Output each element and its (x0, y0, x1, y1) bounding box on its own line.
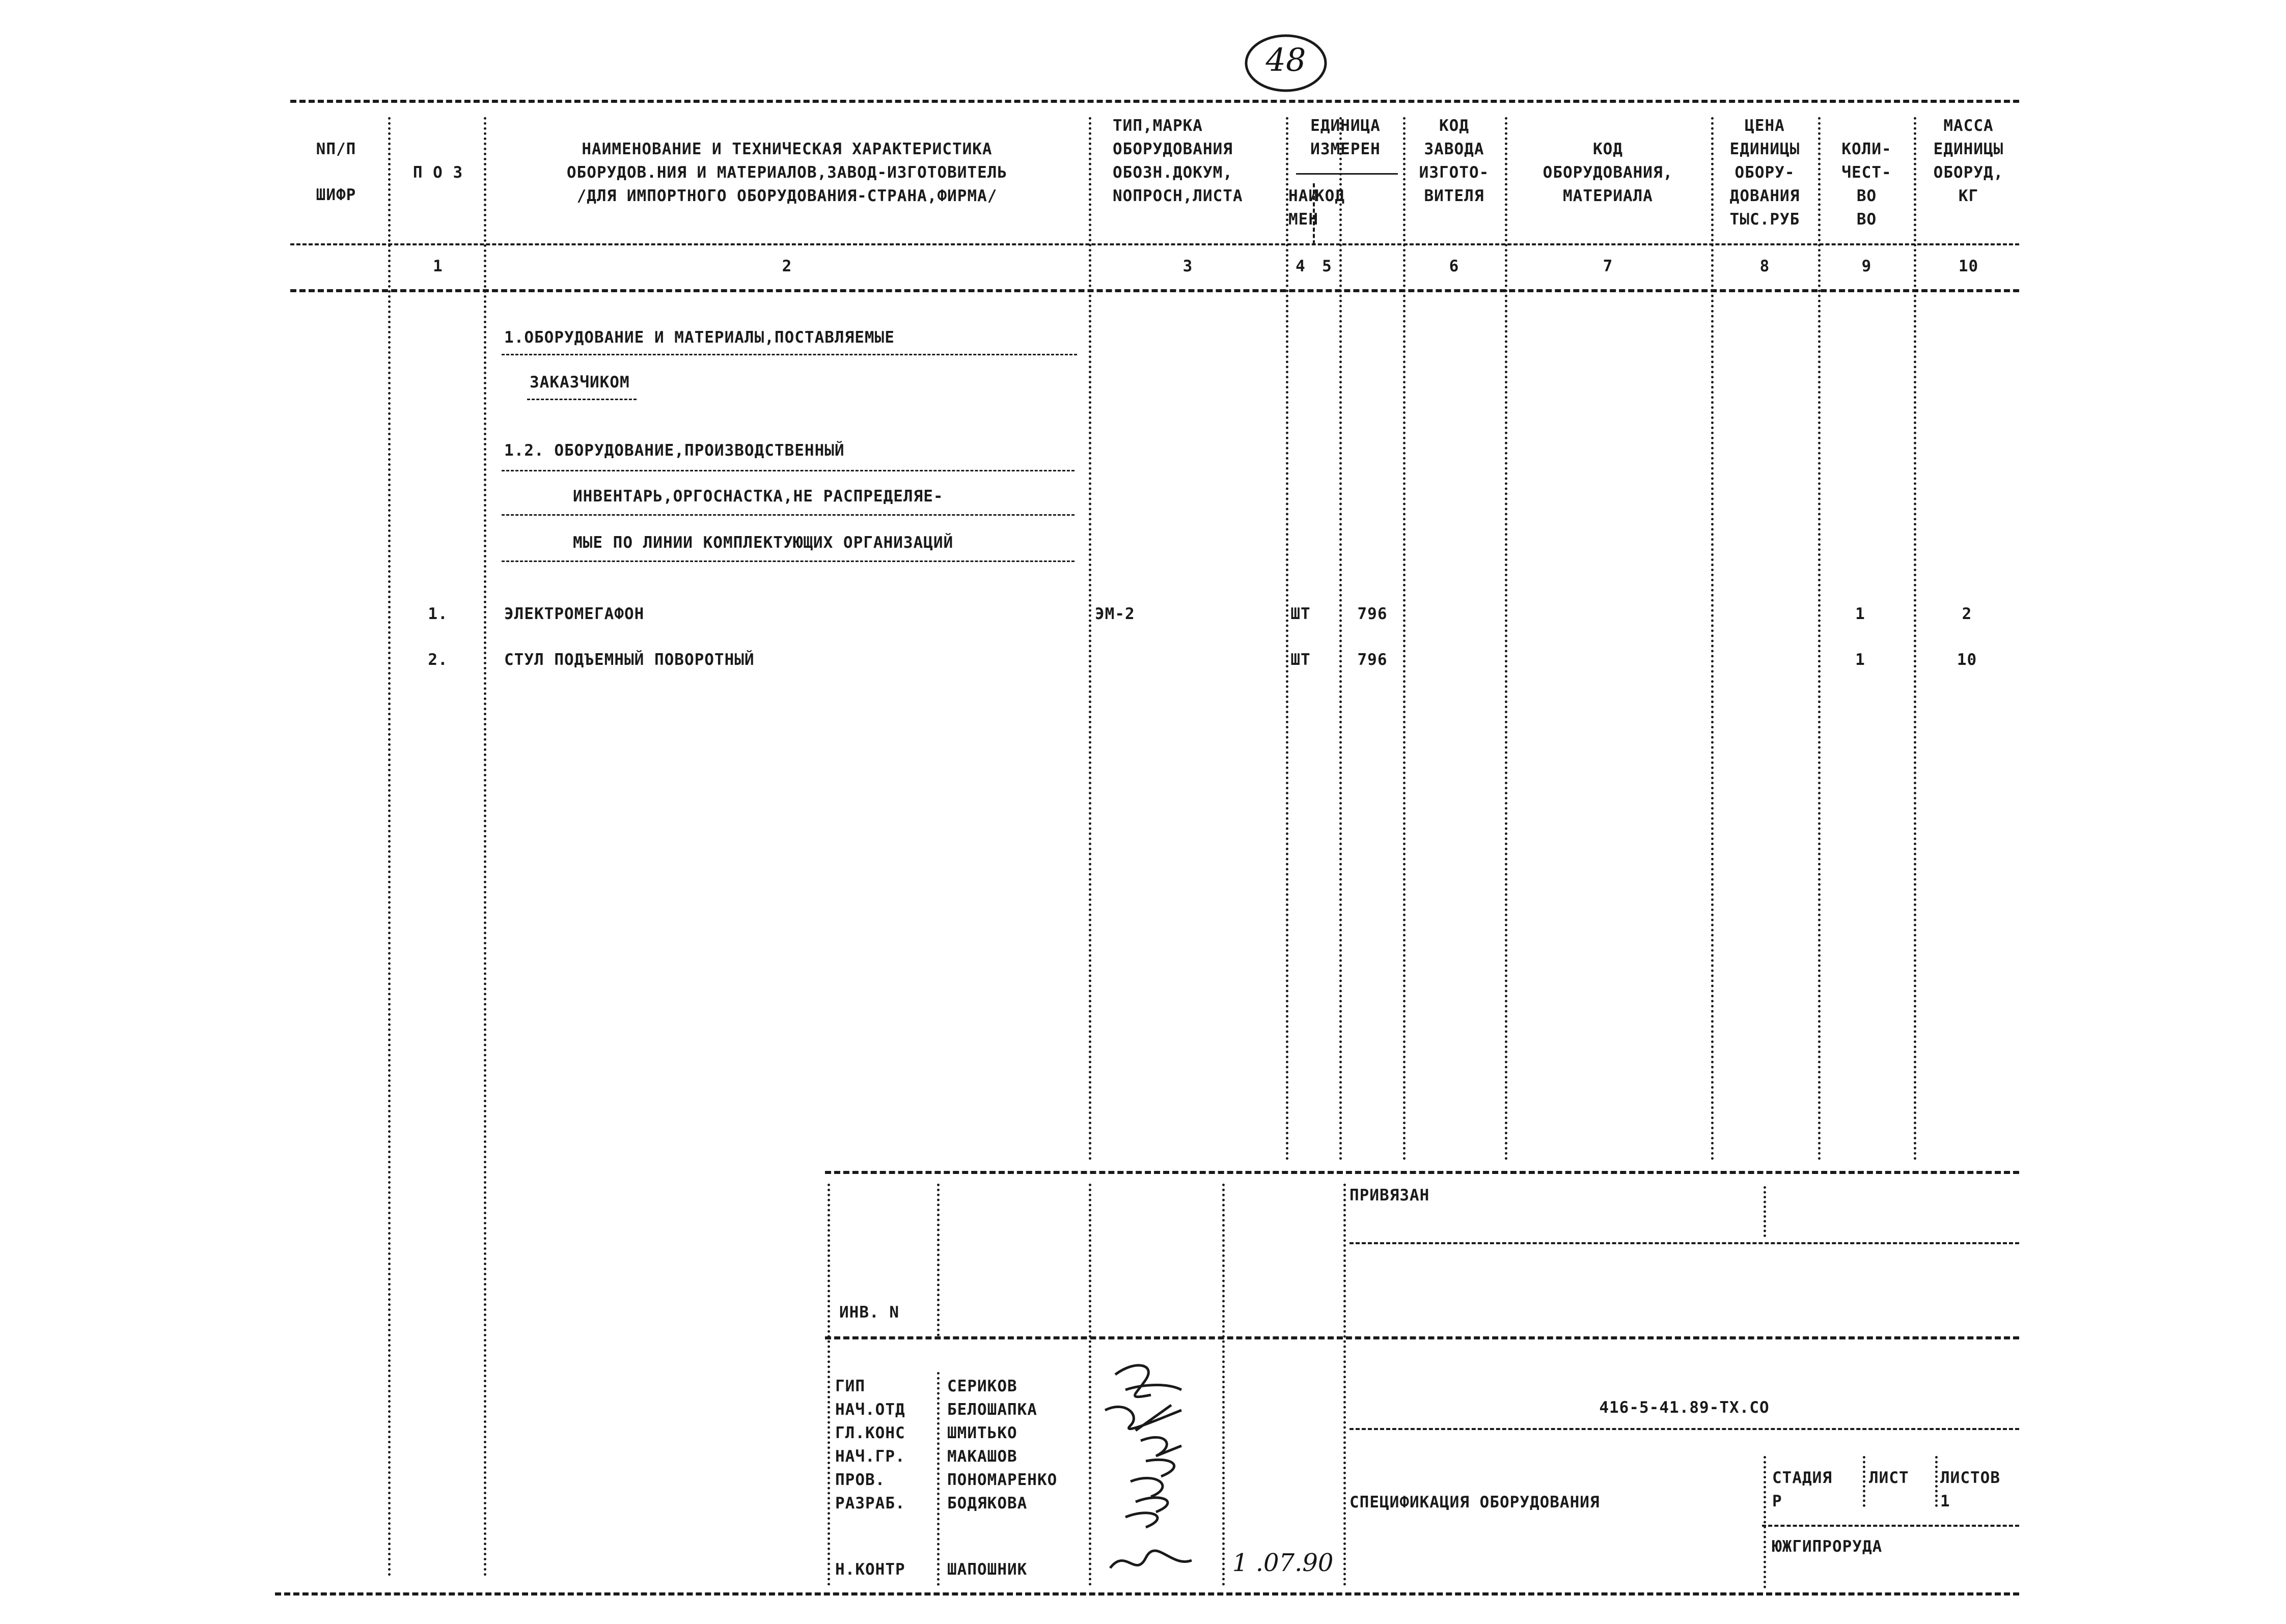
col-num-1: 1 (433, 257, 443, 275)
hdr-factory-2: ЗАВОДА (1424, 140, 1484, 158)
page-bottom-rule (275, 1592, 2019, 1595)
stamp-name-5: ПОНОМАРЕНКО (947, 1471, 1058, 1489)
hdr-npp-2: ШИФР (316, 186, 356, 204)
col-num-2: 2 (782, 257, 792, 275)
stamp-name-3: ШМИТЬКО (947, 1424, 1017, 1442)
hdr-mass-4: КГ (1958, 187, 1979, 205)
hdr-unit-1: ЕДИНИЦА (1310, 117, 1381, 135)
row-2-unit: ШТ (1290, 651, 1311, 669)
stamp-v-2b (937, 1372, 940, 1586)
header-bottom-rule (290, 289, 2019, 292)
col-num-4: 4 (1296, 257, 1306, 275)
hdr-unit-2: ИЗМЕРЕН (1310, 140, 1381, 158)
row-1-unit: ШТ (1290, 605, 1311, 623)
stamp-privyazan: ПРИВЯЗАН (1349, 1186, 1430, 1205)
stamp-name-1: СЕРИКОВ (947, 1377, 1017, 1395)
signatures-image (1095, 1354, 1217, 1588)
stamp-doc-title: СПЕЦИФИКАЦИЯ ОБОРУДОВАНИЯ (1349, 1493, 1600, 1511)
col-num-7: 7 (1603, 257, 1613, 275)
section-1-line-2: ЗАКАЗЧИКОМ (530, 373, 630, 391)
stamp-v-6 (1764, 1186, 1766, 1237)
hdr-npp-1: NП/П (316, 140, 356, 158)
stamp-role-3: ГЛ.КОНС (835, 1424, 905, 1442)
header-mid-rule (290, 243, 2019, 245)
stamp-v-3 (1089, 1184, 1091, 1586)
row-2-pos: 2. (428, 651, 448, 669)
hdr-price-5: ТЫС.РУБ (1729, 210, 1800, 229)
stamp-v-5 (1343, 1184, 1346, 1586)
stamp-role-1: ГИП (835, 1377, 865, 1395)
stamp-name-2: БЕЛОШАПКА (947, 1401, 1037, 1419)
section-12-underline-1 (502, 470, 1075, 471)
hdr-name-1: НАИМЕНОВАНИЕ И ТЕХНИЧЕСКАЯ ХАРАКТЕРИСТИКА (582, 140, 993, 158)
stamp-v-2 (937, 1184, 940, 1336)
row-2-name: СТУЛ ПОДЪЕМНЫЙ ПОВОРОТНЫЙ (504, 651, 755, 669)
section-1-underline-2 (527, 399, 637, 400)
hdr-unit-name-2: МЕН (1288, 210, 1318, 229)
stamp-top-rule (825, 1171, 2019, 1174)
hdr-type-1: ТИП,МАРКА (1113, 117, 1203, 135)
row-1-name: ЭЛЕКТРОМЕГАФОН (504, 605, 645, 623)
row-2-code: 796 (1357, 651, 1388, 669)
hdr-equip-1: КОД (1593, 140, 1623, 158)
section-12-line-1: 1.2. ОБОРУДОВАНИЕ,ПРОИЗВОДСТВЕННЫЙ (504, 441, 845, 460)
hdr-factory-3: ИЗГОТО- (1419, 163, 1490, 182)
stamp-v-7 (1764, 1456, 1766, 1588)
col-sep-3 (1089, 117, 1091, 1161)
section-12-underline-3 (502, 561, 1075, 562)
row-1-code: 796 (1357, 605, 1388, 623)
stamp-role-5: ПРОВ. (835, 1471, 886, 1489)
hdr-type-2: ОБОРУДОВАНИЯ (1113, 140, 1233, 158)
hdr-mass-3: ОБОРУД, (1933, 163, 2004, 182)
hdr-unit-name-1: НАИ (1288, 187, 1318, 205)
hdr-type-4: NОПРОСН,ЛИСТА (1113, 187, 1243, 205)
hdr-qty-2: ЧЕСТ- (1841, 163, 1892, 182)
hdr-factory-4: ВИТЕЛЯ (1424, 187, 1484, 205)
hdr-mass-2: ЕДИНИЦЫ (1933, 140, 2004, 158)
stamp-v-1 (828, 1184, 830, 1586)
col-sep-2 (484, 117, 486, 1577)
section-12-line-3: МЫЕ ПО ЛИНИИ КОМПЛЕКТУЮЩИХ ОРГАНИЗАЦИЙ (573, 534, 954, 552)
stamp-role-4: НАЧ.ГР. (835, 1447, 905, 1466)
col-num-3: 3 (1182, 257, 1193, 275)
stamp-listov-label: ЛИСТОВ (1940, 1469, 2000, 1487)
row-1-type: ЭМ-2 (1095, 605, 1135, 623)
stamp-org: ЮЖГИПРОРУДА (1772, 1537, 1883, 1556)
stamp-inv-label: ИНВ. N (839, 1303, 899, 1322)
hdr-unit-code: КОД (1315, 187, 1345, 205)
stamp-code-rule (1349, 1428, 2019, 1430)
stamp-name-4: МАКАШОВ (947, 1447, 1017, 1466)
row-1-pos: 1. (428, 605, 448, 623)
row-2-mass: 10 (1957, 651, 1977, 669)
row-1-qty: 1 (1855, 605, 1865, 623)
hdr-factory-1: КОД (1439, 117, 1469, 135)
stamp-date: 1 .07.90 (1232, 1549, 1334, 1577)
stamp-mid-rule (825, 1336, 2019, 1339)
header-top-rule (290, 100, 2019, 103)
stamp-doc-code: 416-5-41.89-ТХ.СО (1599, 1398, 1770, 1417)
col-num-5: 5 (1322, 257, 1332, 275)
hdr-equip-2: ОБОРУДОВАНИЯ, (1543, 163, 1673, 182)
stamp-name-6: БОДЯКОВА (947, 1494, 1028, 1513)
stamp-org-rule (1762, 1525, 2019, 1527)
hdr-pos: П О З (412, 163, 463, 182)
col-sep-1 (388, 117, 391, 1577)
hdr-price-2: ЕДИНИЦЫ (1729, 140, 1800, 158)
section-12-line-2: ИНВЕНТАРЬ,ОРГОСНАСТКА,НЕ РАСПРЕДЕЛЯЕ- (573, 487, 944, 506)
hdr-name-2: ОБОРУДОВ.НИЯ И МАТЕРИАЛОВ,ЗАВОД-ИЗГОТОВИТЕЛЬ (566, 163, 1008, 182)
stamp-privyazan-rule (1349, 1242, 2019, 1244)
row-2-qty: 1 (1855, 651, 1865, 669)
col-num-10: 10 (1958, 257, 1979, 275)
hdr-type-3: ОБОЗН.ДОКУМ, (1113, 163, 1233, 182)
col-num-8: 8 (1759, 257, 1770, 275)
col-num-6: 6 (1449, 257, 1459, 275)
col-num-9: 9 (1861, 257, 1872, 275)
hdr-qty-4: ВО (1856, 210, 1877, 229)
stamp-v-8 (1863, 1456, 1865, 1507)
stamp-role-6: РАЗРАБ. (835, 1494, 905, 1513)
stamp-list-label: ЛИСТ (1869, 1469, 1909, 1487)
stamp-listov-value: 1 (1940, 1492, 1950, 1510)
section-1-underline-1 (502, 354, 1077, 355)
row-1-mass: 2 (1962, 605, 1972, 623)
hdr-qty-1: КОЛИ- (1841, 140, 1892, 158)
stamp-nkontr-label: Н.КОНТР (835, 1560, 905, 1579)
stamp-nkontr-name: ШАПОШНИК (947, 1560, 1028, 1579)
hdr-price-3: ОБОРУ- (1734, 163, 1795, 182)
col-sep-5 (1339, 117, 1342, 1161)
hdr-mass-1: МАССА (1943, 117, 1994, 135)
section-1-line-1: 1.ОБОРУДОВАНИЕ И МАТЕРИАЛЫ,ПОСТАВЛЯЕМЫЕ (504, 328, 895, 347)
section-12-underline-2 (502, 514, 1075, 516)
unit-split-rule (1296, 173, 1398, 175)
hdr-qty-3: ВО (1856, 187, 1877, 205)
stamp-v-9 (1935, 1456, 1938, 1507)
stamp-v-4 (1222, 1184, 1225, 1586)
hdr-equip-3: МАТЕРИАЛА (1563, 187, 1653, 205)
hdr-price-4: ДОВАНИЯ (1729, 187, 1800, 205)
stamp-role-2: НАЧ.ОТД (835, 1401, 905, 1419)
stamp-stadiya-value: Р (1772, 1492, 1782, 1510)
hdr-price-1: ЦЕНА (1745, 117, 1785, 135)
stamp-stadiya-label: СТАДИЯ (1772, 1469, 1832, 1487)
hdr-name-3: /ДЛЯ ИМПОРТНОГО ОБОРУДОВАНИЯ-СТРАНА,ФИРМА/ (576, 187, 998, 205)
page-number: 48 (1265, 41, 1306, 78)
